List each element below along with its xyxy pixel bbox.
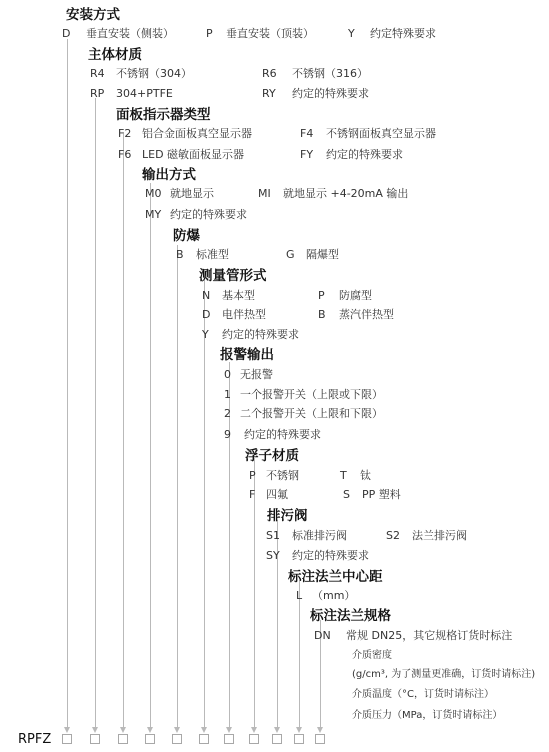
option-code: L bbox=[296, 589, 303, 602]
option-code: Y bbox=[348, 27, 355, 40]
option-code: 1 bbox=[224, 388, 231, 401]
option-label: 铝合金面板真空显示器 bbox=[142, 127, 252, 140]
option-label: 标准排污阀 bbox=[292, 529, 347, 542]
option-label: 基本型 bbox=[222, 289, 255, 302]
section-title-drain-valve: 排污阀 bbox=[267, 508, 308, 524]
section-title-output: 输出方式 bbox=[142, 167, 196, 183]
code-box[interactable] bbox=[90, 734, 100, 744]
option-label: 标准型 bbox=[196, 248, 229, 261]
option-code: 2 bbox=[224, 407, 231, 420]
code-box[interactable] bbox=[294, 734, 304, 744]
arrow-icon bbox=[226, 727, 232, 733]
section-title-measuring-tube: 测量管形式 bbox=[199, 268, 267, 284]
note-medium-temperature: 介质温度（°C，订货时请标注） bbox=[352, 689, 494, 700]
section-title-alarm-output: 报警输出 bbox=[220, 347, 274, 363]
option-code: P bbox=[206, 27, 213, 40]
section-title-explosion-proof: 防爆 bbox=[173, 228, 200, 244]
option-label: 约定的特殊要求 bbox=[326, 148, 403, 161]
arrow-icon bbox=[174, 727, 180, 733]
option-label: 无报警 bbox=[240, 368, 273, 381]
option-label: 约定特殊要求 bbox=[370, 27, 436, 40]
option-label: 就地显示 bbox=[170, 187, 214, 200]
code-box[interactable] bbox=[249, 734, 259, 744]
option-code: 0 bbox=[224, 368, 231, 381]
section-title-flange-distance: 标注法兰中心距 bbox=[288, 569, 383, 585]
arrow-icon bbox=[64, 727, 70, 733]
option-code: F2 bbox=[118, 127, 132, 140]
arrow-icon bbox=[317, 727, 323, 733]
option-code: 9 bbox=[224, 428, 231, 441]
code-box[interactable] bbox=[272, 734, 282, 744]
option-code: Y bbox=[202, 328, 209, 341]
code-box[interactable] bbox=[172, 734, 182, 744]
option-label: LED 磁敏面板显示器 bbox=[142, 148, 245, 161]
option-code: D bbox=[62, 27, 71, 40]
option-code: M0 bbox=[145, 187, 162, 200]
option-label: 常规 DN25，其它规格订货时标注 bbox=[346, 629, 513, 642]
option-label: 约定的特殊要求 bbox=[170, 208, 247, 221]
arrow-icon bbox=[251, 727, 257, 733]
option-code: P bbox=[249, 469, 256, 482]
option-label: 不锈钢面板真空显示器 bbox=[326, 127, 436, 140]
option-code: S1 bbox=[266, 529, 280, 542]
option-code: D bbox=[202, 308, 211, 321]
option-label: 蒸汽伴热型 bbox=[339, 308, 394, 321]
option-label: （mm） bbox=[312, 589, 356, 602]
arrow-icon bbox=[147, 727, 153, 733]
option-label: 电伴热型 bbox=[222, 308, 266, 321]
note-medium-pressure: 介质压力（MPa，订货时请标注） bbox=[352, 710, 503, 721]
option-code: G bbox=[286, 248, 295, 261]
code-box[interactable] bbox=[199, 734, 209, 744]
option-code: S2 bbox=[386, 529, 400, 542]
option-label: 不锈钢 bbox=[266, 469, 299, 482]
option-label: 防腐型 bbox=[339, 289, 372, 302]
option-label: 隔爆型 bbox=[306, 248, 339, 261]
option-label: 四氟 bbox=[266, 488, 288, 501]
section-title-panel-indicator: 面板指示器类型 bbox=[116, 107, 211, 123]
arrow-icon bbox=[296, 727, 302, 733]
option-code: N bbox=[202, 289, 211, 302]
connector-line-5 bbox=[177, 245, 178, 728]
option-label: 钛 bbox=[360, 469, 371, 482]
option-code: F6 bbox=[118, 148, 132, 161]
option-code: R6 bbox=[262, 67, 277, 80]
connector-line-3 bbox=[123, 132, 124, 728]
option-code: R4 bbox=[90, 67, 105, 80]
option-code: DN bbox=[314, 629, 331, 642]
arrow-icon bbox=[274, 727, 280, 733]
option-label: 约定的特殊要求 bbox=[244, 428, 321, 441]
code-box[interactable] bbox=[118, 734, 128, 744]
option-label: 就地显示 +4-20mA 输出 bbox=[283, 187, 409, 200]
option-code: B bbox=[176, 248, 184, 261]
option-label: 约定的特殊要求 bbox=[222, 328, 299, 341]
option-code: SY bbox=[266, 549, 280, 562]
code-box[interactable] bbox=[62, 734, 72, 744]
section-title-flange-spec: 标注法兰规格 bbox=[310, 608, 391, 624]
section-title-body-material: 主体材质 bbox=[88, 47, 142, 63]
option-label: 约定的特殊要求 bbox=[292, 87, 369, 100]
option-code: MI bbox=[258, 187, 271, 200]
option-code: RY bbox=[262, 87, 276, 100]
connector-line-2 bbox=[95, 98, 96, 728]
model-code: RPFZ bbox=[18, 732, 52, 747]
arrow-icon bbox=[92, 727, 98, 733]
section-title-mounting: 安装方式 bbox=[66, 7, 120, 23]
option-code: MY bbox=[145, 208, 162, 221]
option-label: 二个报警开关（上限和下限） bbox=[240, 407, 383, 420]
option-code: P bbox=[318, 289, 325, 302]
option-label: 不锈钢（316） bbox=[292, 67, 368, 80]
connector-line-6 bbox=[204, 280, 205, 728]
code-box[interactable] bbox=[315, 734, 325, 744]
option-label: 304+PTFE bbox=[116, 87, 173, 100]
option-code: B bbox=[318, 308, 326, 321]
connector-line-1 bbox=[67, 39, 68, 728]
option-code: F bbox=[249, 488, 256, 501]
arrow-icon bbox=[201, 727, 207, 733]
code-box[interactable] bbox=[145, 734, 155, 744]
option-code: S bbox=[343, 488, 350, 501]
connector-line-10 bbox=[299, 580, 300, 728]
option-label: PP 塑料 bbox=[362, 488, 401, 501]
note-medium-density: 介质密度 bbox=[352, 650, 392, 661]
option-label: 垂直安装（顶装） bbox=[226, 27, 314, 40]
code-box[interactable] bbox=[224, 734, 234, 744]
option-label: 不锈钢（304） bbox=[116, 67, 192, 80]
arrow-icon bbox=[120, 727, 126, 733]
section-title-float-material: 浮子材质 bbox=[245, 448, 299, 464]
option-label: 垂直安装（侧装） bbox=[86, 27, 174, 40]
option-label: 约定的特殊要求 bbox=[292, 549, 369, 562]
note-density-unit: (g/cm³, 为了测量更准确，订货时请标注) bbox=[352, 669, 536, 680]
option-code: F4 bbox=[300, 127, 314, 140]
option-label: 一个报警开关（上限或下限） bbox=[240, 388, 383, 401]
option-code: FY bbox=[300, 148, 314, 161]
option-code: T bbox=[340, 469, 347, 482]
connector-line-4 bbox=[150, 183, 151, 728]
option-label: 法兰排污阀 bbox=[412, 529, 467, 542]
option-code: RP bbox=[90, 87, 105, 100]
